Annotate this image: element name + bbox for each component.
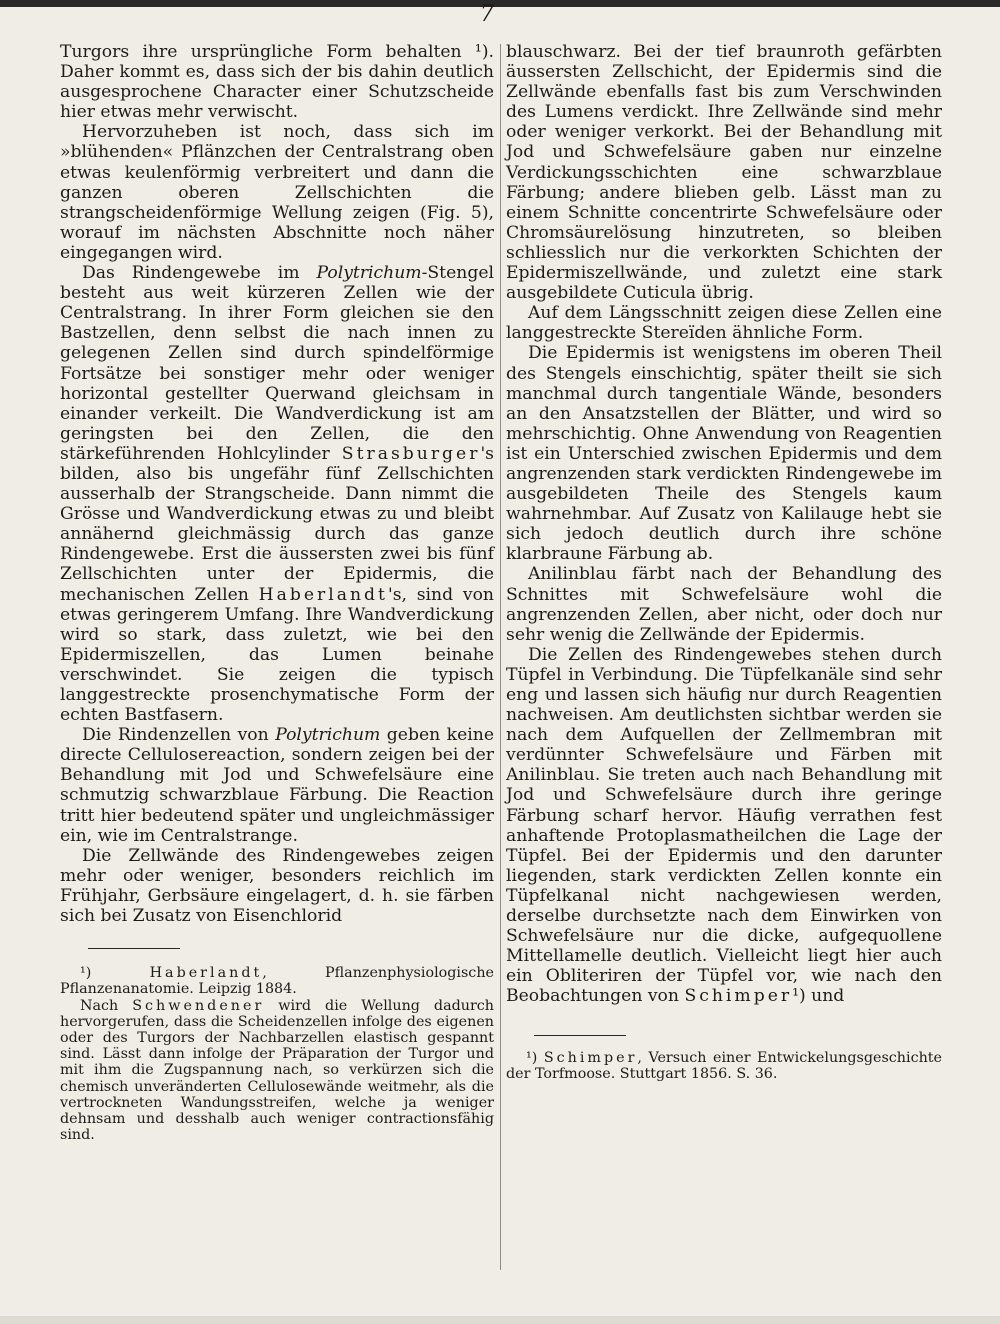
paragraph: Auf dem Längsschnitt zeigen diese Zellen eine langgestreckte Stereïden ähnliche Form. bbox=[506, 303, 942, 344]
paragraph: Die Zellwände des Rindengewebes zeigen mehr oder weniger, besonders reichlich im Frühjahr, Gerbsäure eingelagert, d. h. sie färben sich bei Zusatz von Eisenchlorid bbox=[60, 845, 494, 927]
scan-top-edge bbox=[0, 0, 1000, 7]
left-column bbox=[60, 42, 494, 1143]
paragraph: Die Zellen des Rindengewebes stehen durch Tüpfel in Verbindung. Die Tüpfelkanäle sind sehr eng und lassen sich häufig nur durch Reagentien nachweisen. Am deutlichsten sichtbar werden sie nach dem Aufquellen der Zellmembran mit verdünnter Schwefelsäure und Färben mit Anilinblau. Sie treten auch nach Behandlung mit Jod und Schwefelsäure durch ihre geringe Färbung scharf hervor. Häufig verrathen fest anhaftende Protoplasmatheilchen die Lage der Tüpfel. Bei der Epidermis und den darunter liegenden, stark verdickten Zellen konnte ein Tüpfelkanal nicht nachgewiesen werden, derselbe durchsetzte nach dem Einwirken von Schwefelsäure nur die dicke, aufgequollene Mittellamelle deutlich. Vielleicht liegt hier auch ein Obliteriren der Tüpfel vor, wie nach den Beobachtungen von Schimper¹) und bbox=[506, 644, 942, 1007]
paragraph: Anilinblau färbt nach der Behandlung des Schnittes mit Schwefelsäure wohl die angrenzenden Zellen, aber nicht, oder doch nur sehr wenig die Zellwände der Epidermis. bbox=[506, 564, 942, 645]
paragraph: Die Rindenzellen von Polytrichum geben keine directe Cellulosereaction, sondern zeigen bei der Behandlung mit Jod und Schwefelsäure eine schmutzig schwarzblaue Färbung. Die Reaction tritt hier bedeutend später und ungleichmässiger ein, wie im Centralstrange. bbox=[60, 725, 494, 846]
paragraph: Die Epidermis ist wenigstens im oberen Theil des Stengels einschichtig, später theilt sie sich manchmal durch tangentiale Wände, besonders an den Ansatzstellen der Blätter, und wird so mehrschichtig. Ohne Anwendung von Reagentien ist ein Unterschied zwischen Epidermis und dem angrenzenden stark verdickten Rindengewebe im ausgebildeten Theile des Stengels kaum wahrnehmbar. Auf Zusatz von Kalilauge hebt sie sich jedoch deutlich durch ihre schöne klarbraune Färbung ab. bbox=[506, 343, 942, 565]
paragraph: blauschwarz. Bei der tief braunroth gefärbten äussersten Zellschicht, der Epidermis sind die Zellwände ebenfalls fast bis zum Verschwinden des Lumens verdickt. Ihre Zellwände sind mehr oder weniger verkorkt. Bei der Behandlung mit Jod und Schwefelsäure gaben nur einzelne Verdickungsschichten eine schwarzblaue Färbung; andere blieben gelb. Lässt man zu einem Schnitte concentrirte Schwefelsäure oder Chromsäurelösung hinzutreten, so bleiben schliesslich nur die verkorkten Schichten der Epidermiszellwände, und zuletzt eine stark ausgebildete Cuticula übrig. bbox=[506, 42, 942, 304]
paragraph: Das Rindengewebe im Polytrichum-Stengel besteht aus weit kürzeren Zellen wie der Centralstrang. In ihrer Form gleichen sie den Bastzellen, denn selbst die nach innen zu gelegenen Zellen sind durch spindelförmige Fortsätze bei sonstiger mehr oder weniger horizontal gestellter Querwand gleichsam in einander verkeilt. Die Wandverdickung ist am geringsten bei den Zellen, die den stärkeführenden Hohlcylinder Strasburger's bilden, also bis ungefähr fünf Zellschichten ausserhalb der Strangscheide. Dann nimmt die Grösse und Wandverdickung etwas zu und bleibt annähernd gleichmässig durch das ganze Rindengewebe. Erst die äussersten zwei bis fünf Zellschichten unter der Epidermis, die mechanischen Zellen Haberlandt's, sind von etwas geringerem Umfang. Ihre Wandverdickung wird so stark, dass zuletzt, wie bei den Epidermiszellen, das Lumen beinahe verschwindet. Sie zeigen die typisch langgestreckte prosenchymatische Form der echten Bastfasern. bbox=[60, 263, 495, 726]
page-number: 7 bbox=[480, 2, 494, 27]
right-column bbox=[506, 42, 942, 1082]
column-rule bbox=[500, 44, 501, 1270]
footnotes bbox=[506, 1050, 942, 1082]
footnotes bbox=[60, 965, 494, 1143]
footnote: ¹) Haberlandt, Pflanzenphysiologische Pflanzenanatomie. Leipzig 1884. bbox=[60, 965, 494, 998]
paragraph: Hervorzuheben ist noch, dass sich im »blühenden« Pflänzchen der Centralstrang oben etwas keulenförmig verbreitert und dann die ganzen oberen Zellschichten die strangscheidenförmige Wellung zeigen (Fig. 5), worauf im nächsten Abschnitte noch näher eingegangen wird. bbox=[60, 122, 494, 263]
scan-bottom-edge bbox=[0, 1316, 1000, 1324]
footnote-divider bbox=[534, 1035, 626, 1036]
paragraph: Turgors ihre ursprüngliche Form behalten ¹). Daher kommt es, dass sich der bis dahin deutlich ausgesprochene Character einer Schutzscheide hier etwas mehr verwischt. bbox=[60, 42, 494, 123]
footnote: Nach Schwendener wird die Wellung dadurch hervorgerufen, dass die Scheidenzellen infolge des eigenen oder des Turgors der Nachbarzellen elastisch gespannt sind. Lässt dann infolge der Präparation der Turgor und mit ihm die Zugspannung nach, so verkürzen sich die chemisch unveränderten Cellulosewände weitmehr, als die vertrockneten Wandungsstreifen, welche ja weniger dehnsam und desshalb auch weniger contractionsfähig sind. bbox=[60, 997, 495, 1144]
footnote: ¹) Schimper, Versuch einer Entwickelungsgeschichte der Torfmoose. Stuttgart 1856. S. 36. bbox=[506, 1049, 943, 1082]
footnote-divider bbox=[88, 948, 180, 949]
